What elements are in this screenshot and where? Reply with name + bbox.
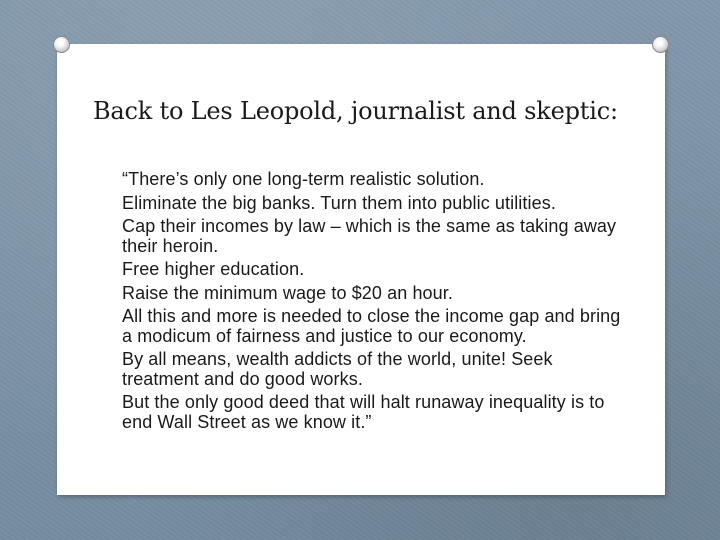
quote-paragraph: Cap their incomes by law – which is the same as taking away their heroin. (122, 216, 617, 256)
quote-paragraph: Raise the minimum wage to $20 an hour. (122, 282, 453, 303)
quote-paragraph: By all means, wealth addicts of the world, unite! Seek treatment and do good works. (122, 349, 553, 389)
quote-paragraph: “There’s only one long-term realistic solution. (122, 169, 485, 189)
quote-paragraph: All this and more is needed to close the income gap and bring a modicum of fairness and justice to our economy. (122, 306, 621, 346)
quote-paragraph: But the only good deed that will halt runaway inequality is to end Wall Street as we know it.” (122, 392, 605, 432)
quote-paragraph: Free higher education. (122, 259, 305, 279)
slide-title: Back to Les Leopold, journalist and skeptic: (93, 97, 618, 125)
quote-paragraph: Eliminate the big banks. Turn them into public utilities. (122, 192, 556, 213)
pushpin-icon (53, 36, 70, 53)
pushpin-icon (652, 36, 669, 53)
quote-body (122, 170, 632, 436)
